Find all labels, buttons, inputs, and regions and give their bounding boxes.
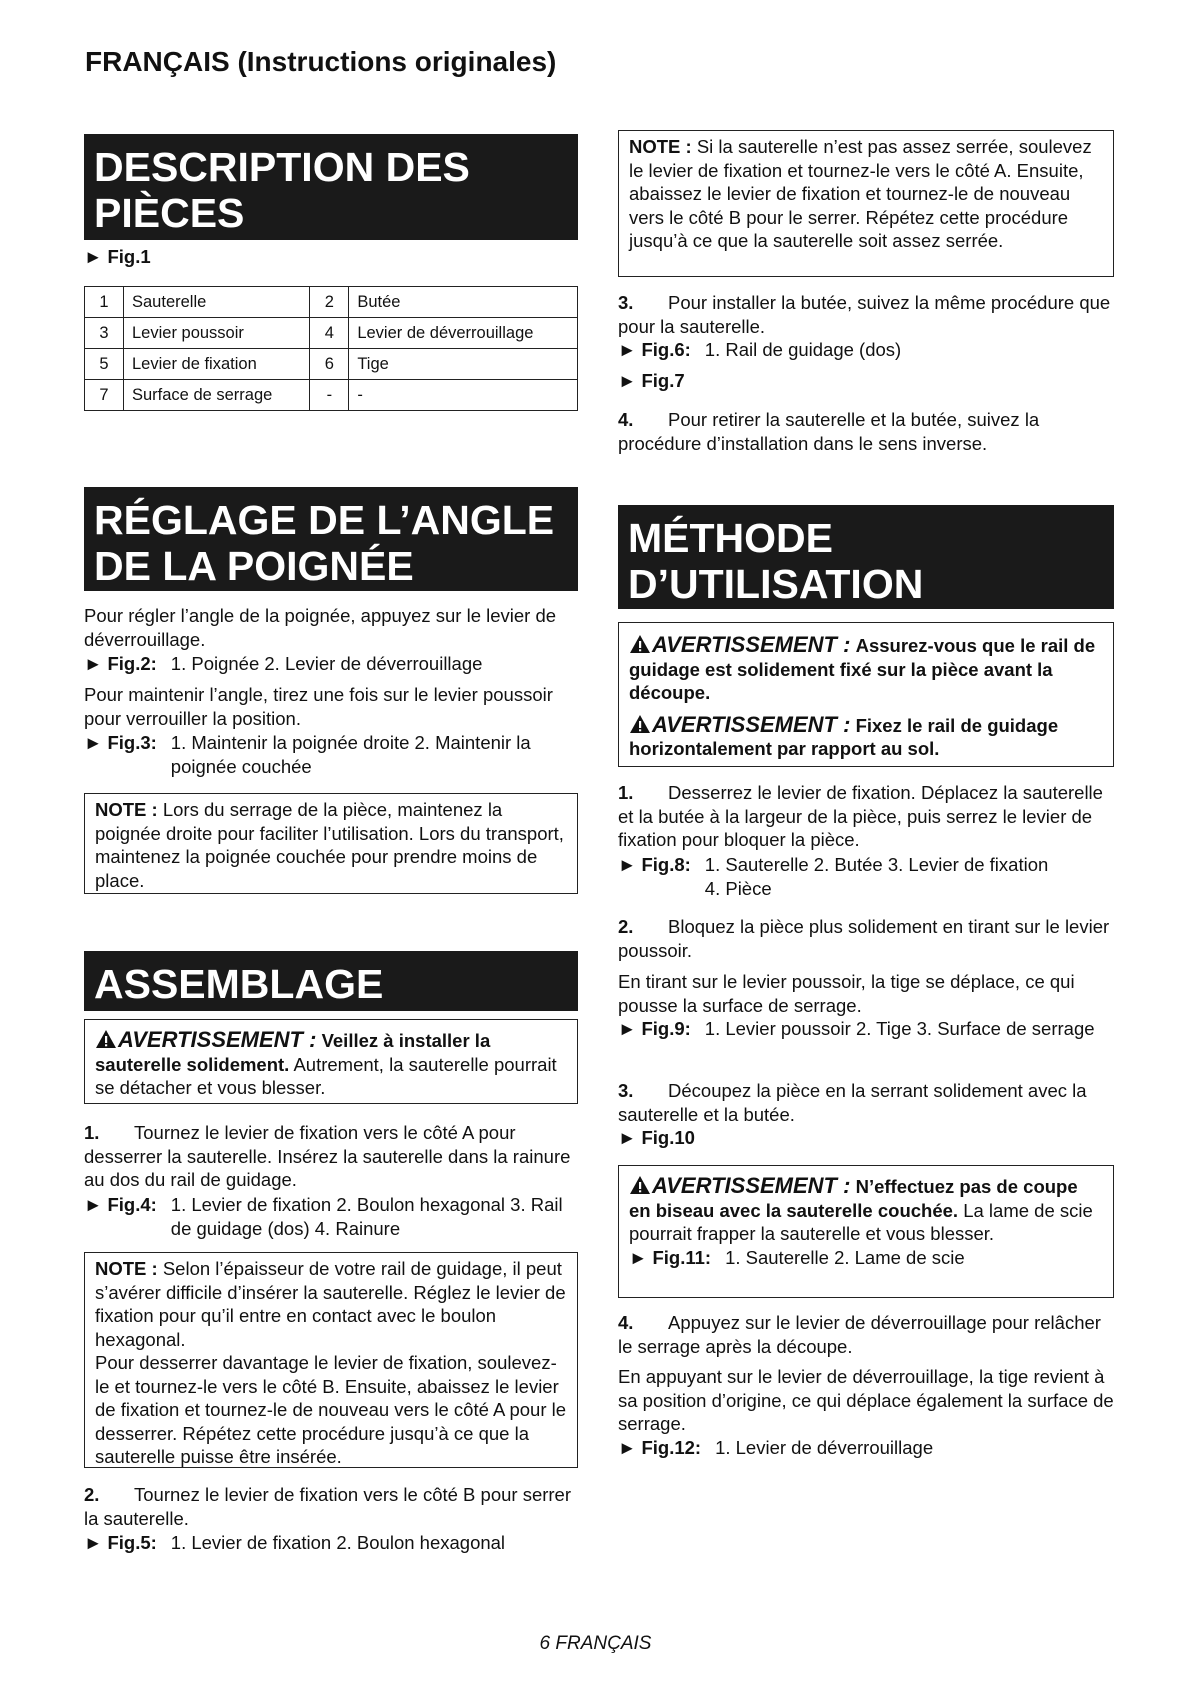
- step-number: 3.: [618, 1080, 634, 1101]
- fig-tag: ► Fig.4:: [84, 1194, 157, 1215]
- step-text: Desserrez le levier de fixation. Déplacez la sauterelle et la butée à la largeur de la pièce, puis serrez le levier de fixation pour bloquer la pièce.: [618, 782, 1103, 850]
- step-3: [618, 1079, 1114, 1126]
- part-name: -: [349, 380, 578, 411]
- section-title-line1: RÉGLAGE DE L’ANGLE: [94, 497, 555, 543]
- fig-items: 1. Levier poussoir 2. Tige 3. Surface de serrage: [704, 1018, 1095, 1039]
- step-text: Appuyez sur le levier de déverrouillage pour relâcher le serrage après la découpe.: [618, 1312, 1101, 1357]
- parts-table-row: [85, 318, 578, 349]
- fig-items: 1. Levier de fixation 2. Boulon hexagonal 3. Rail de guidage (dos) 4. Rainure: [170, 1194, 563, 1239]
- part-name: Butée: [349, 287, 578, 318]
- parts-table: [84, 286, 578, 411]
- fig-ref: [629, 1246, 1103, 1270]
- note-box: [84, 793, 578, 894]
- paragraph: En tirant sur le levier poussoir, la tige se déplace, ce qui pousse la surface de serrage.: [618, 971, 1075, 1016]
- warning-icon: [629, 1175, 651, 1195]
- fig-tag: ► Fig.6:: [618, 339, 691, 360]
- fig-tag: ► Fig.2:: [84, 653, 157, 674]
- step-text: Tournez le levier de fixation vers le côté A pour desserrer la sauterelle. Insérez la sauterelle dans la rainure au dos du rail de guidage.: [84, 1122, 571, 1190]
- part-name: Levier de déverrouillage: [349, 318, 578, 349]
- step-number: 1.: [618, 782, 634, 803]
- parts-table-row: [85, 380, 578, 411]
- warning-label: AVERTISSEMENT :: [629, 632, 850, 657]
- step-number: 1.: [84, 1122, 100, 1143]
- fig-items: 1. Poignée 2. Levier de déverrouillage: [170, 653, 483, 674]
- fig-ref: ► Fig.10: [618, 1127, 695, 1148]
- fig-ref: ► Fig.1: [84, 246, 151, 267]
- note-label: NOTE :: [95, 1258, 158, 1279]
- warning-icon: [95, 1029, 117, 1049]
- step-2: [84, 1483, 578, 1530]
- parts-table-row: [85, 349, 578, 380]
- step-3: [618, 291, 1114, 338]
- fig-tag: ► Fig.12:: [618, 1437, 702, 1458]
- page-footer: 6 FRANÇAIS: [539, 1633, 652, 1654]
- paragraph: Pour régler l’angle de la poignée, appuyez sur le levier de déverrouillage.: [84, 605, 557, 650]
- fig-ref: [84, 652, 578, 676]
- fig-ref: [618, 1017, 1114, 1041]
- section-banner-reglage: [84, 487, 578, 591]
- section-title-line1: MÉTHODE: [628, 515, 833, 561]
- fig-ref: [618, 853, 1114, 900]
- warning-bold-text: N’effectuez pas de coupe en biseau avec la sauterelle couchée.: [629, 1176, 1078, 1221]
- warning-box: [618, 1165, 1114, 1298]
- part-name: Levier poussoir: [124, 318, 310, 349]
- step-number: 3.: [618, 292, 634, 313]
- section-title: ASSEMBLAGE: [94, 961, 384, 1007]
- warning-label: AVERTISSEMENT :: [629, 712, 850, 737]
- fig-tag: ► Fig.8:: [618, 854, 691, 875]
- part-name: Sauterelle: [124, 287, 310, 318]
- step-2: [618, 915, 1114, 962]
- step-text: Tournez le levier de fixation vers le côté B pour serrer la sauterelle.: [84, 1484, 572, 1529]
- parts-table-row: [85, 287, 578, 318]
- step-number: 4.: [618, 1312, 634, 1333]
- note-text: Lors du serrage de la pièce, maintenez la poignée droite pour faciliter l’utilisation. Lors du transport, maintenez la poignée couchée pour prendre moins de place.: [95, 799, 564, 891]
- warning-label: AVERTISSEMENT :: [95, 1027, 316, 1052]
- paragraph: En appuyant sur le levier de déverrouillage, la tige revient à sa position d’origine, ce qui déplace également la surface de serrage.: [618, 1366, 1114, 1434]
- section-title-line2: DE LA POIGNÉE: [94, 543, 414, 589]
- paragraph: Pour maintenir l’angle, tirez une fois sur le levier poussoir pour verrouiller la position.: [84, 684, 553, 729]
- fig-items: 1. Sauterelle 2. Butée 3. Levier de fixation 4. Pièce: [704, 854, 1049, 899]
- fig-ref: [618, 338, 1114, 362]
- part-number: 4: [310, 318, 349, 349]
- section-banner-methode: [618, 505, 1114, 609]
- warning-bold-text: Assurez-vous que le rail de guidage est solidement fixé sur la pièce avant la découpe.: [629, 635, 1096, 703]
- fig-tag: ► Fig.5:: [84, 1532, 157, 1553]
- warning-bold-text: Fixez le rail de guidage horizontalement par rapport au sol.: [629, 714, 1059, 759]
- part-number: 5: [85, 349, 124, 380]
- fig-items: 1. Sauterelle 2. Lame de scie: [725, 1246, 965, 1268]
- step-number: 2.: [84, 1484, 100, 1505]
- part-number: 6: [310, 349, 349, 380]
- fig-items: 1. Levier de déverrouillage: [715, 1437, 934, 1458]
- part-name: Levier de fixation: [124, 349, 310, 380]
- parts-table-wrapper: [84, 286, 578, 411]
- part-name: Surface de serrage: [124, 380, 310, 411]
- step-text: Bloquez la pièce plus solidement en tirant sur le levier poussoir.: [618, 916, 1110, 961]
- fig-ref: ► Fig.7: [618, 370, 685, 391]
- note-label: NOTE :: [629, 136, 692, 157]
- section-banner-assemblage: [84, 951, 578, 1011]
- fig-ref: [84, 731, 578, 778]
- step-4: [618, 408, 1114, 455]
- note-box: [84, 1252, 578, 1468]
- part-number: 2: [310, 287, 349, 318]
- warning-icon: [629, 714, 651, 734]
- step-number: 2.: [618, 916, 634, 937]
- step-1: [84, 1121, 578, 1192]
- fig-items: 1. Rail de guidage (dos): [704, 339, 902, 360]
- section-title-line2: D’UTILISATION: [628, 561, 924, 607]
- section-title-line1: DESCRIPTION DES: [94, 144, 470, 190]
- step-text: Pour installer la butée, suivez la même procédure que pour la sauterelle.: [618, 292, 1111, 337]
- step-text: Découpez la pièce en la serrant solidement avec la sauterelle et la butée.: [618, 1080, 1087, 1125]
- warning-text: La lame de scie pourrait frapper la sauterelle et vous blesser.: [629, 1199, 1093, 1244]
- warning-box: [618, 622, 1114, 767]
- warning-icon: [629, 634, 651, 654]
- warning-label: AVERTISSEMENT :: [629, 1173, 850, 1198]
- part-number: 3: [85, 318, 124, 349]
- warning-text: Autrement, la sauterelle pourrait se détacher et vous blesser.: [95, 1053, 557, 1098]
- fig-tag: ► Fig.9:: [618, 1018, 691, 1039]
- note-text: Selon l’épaisseur de votre rail de guidage, il peut s’avérer difficile d’insérer la sauterelle. Réglez le levier de fixation pour qu’il entre en contact avec le boulon hexagonal.: [95, 1258, 566, 1350]
- section-title-line2: PIÈCES: [94, 190, 245, 236]
- fig-ref: [84, 1193, 578, 1240]
- part-number: -: [310, 380, 349, 411]
- note-box: [618, 130, 1114, 277]
- part-number: 1: [85, 287, 124, 318]
- note-text-2: Pour desserrer davantage le levier de fixation, soulevez-le et tournez-le vers le côté B. Ensuite, abaissez le levier de fixation et tournez-le de nouveau vers le côté A pour le desserrer. Répétez cette procédure jusqu’à ce que la sauterelle puisse être insérée.: [95, 1352, 567, 1467]
- fig-items: 1. Levier de fixation 2. Boulon hexagonal: [170, 1532, 506, 1553]
- fig-tag: ► Fig.3:: [84, 732, 157, 753]
- step-number: 4.: [618, 409, 634, 430]
- warning-bold-text: Veillez à installer la sauterelle solidement.: [95, 1030, 491, 1075]
- fig-items: 1. Maintenir la poignée droite 2. Maintenir la poignée couchée: [170, 732, 531, 777]
- document-header: FRANÇAIS (Instructions originales): [85, 46, 557, 77]
- part-number: 7: [85, 380, 124, 411]
- step-4: [618, 1311, 1114, 1358]
- warning-box: [84, 1019, 578, 1104]
- note-text: Si la sauterelle n’est pas assez serrée, soulevez le levier de fixation et tournez-le vers le côté A. Ensuite, abaissez le levier de fixation et tournez-le de nouveau vers le côté B pour le serrer. Répétez cette procédure jusqu’à ce que la sauterelle soit assez serrée.: [629, 136, 1092, 251]
- fig-ref: [84, 1531, 578, 1555]
- fig-tag: ► Fig.11:: [629, 1246, 712, 1268]
- section-banner-description: [84, 134, 578, 240]
- fig-ref: [618, 1436, 1114, 1460]
- part-name: Tige: [349, 349, 578, 380]
- step-1: [618, 781, 1114, 852]
- note-label: NOTE :: [95, 799, 158, 820]
- step-text: Pour retirer la sauterelle et la butée, suivez la procédure d’installation dans le sens inverse.: [618, 409, 1040, 454]
